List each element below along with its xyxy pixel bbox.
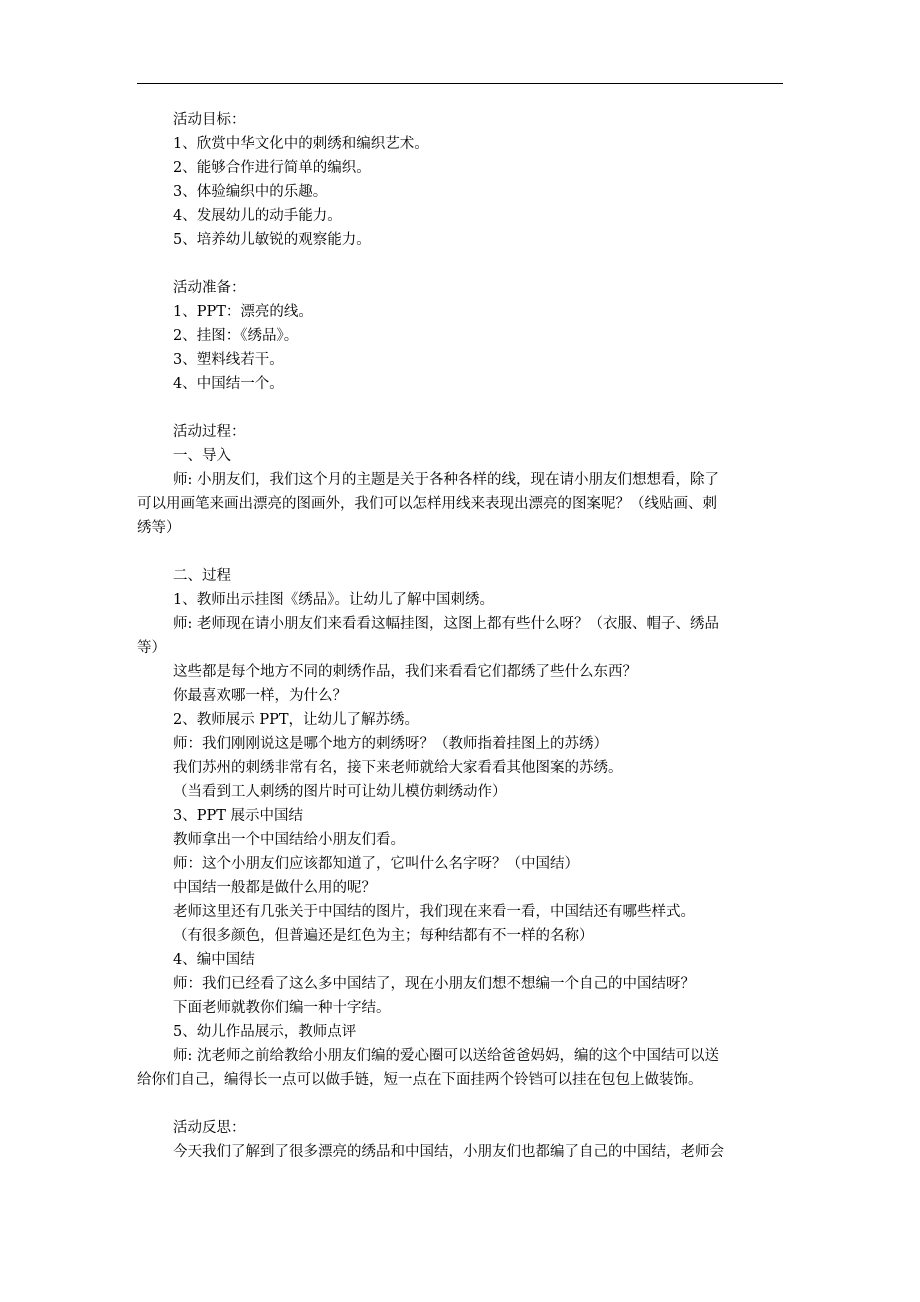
blank-line [137,396,783,420]
text-line: 5、培养幼儿敏锐的观察能力。 [173,232,371,248]
text-line: 2、教师展示 PPT，让幼儿了解苏绣。 [173,712,420,728]
blank-line [137,1092,783,1116]
text-line: 活动反思： [173,1120,246,1136]
text-line: 一、导入 [173,448,231,464]
blank-line [137,252,783,276]
text-line: 3、PPT 展示中国结 [173,808,304,824]
text-line: 师：这个小朋友们应该都知道了，它叫什么名字呀？（中国结） [173,856,579,872]
text-line: 师: 沈老师之前给教给小朋友们编的爱心圈可以送给爸爸妈妈，编的这个中国结可以送 [173,1048,719,1064]
text-line: 5、幼儿作品展示，教师点评 [173,1024,357,1040]
text-line: 1、PPT：漂亮的线。 [173,304,313,320]
text-line: 活动目标： [173,112,246,128]
text-line: 等） [137,640,166,656]
text-line: 3、塑料线若干。 [173,352,284,368]
text-line: 4、中国结一个。 [173,376,284,392]
text-line: 1、教师出示挂图《绣品》。让幼儿了解中国刺绣。 [173,592,494,608]
text-line: 老师这里还有几张关于中国结的图片，我们现在来看一看，中国结还有哪些样式。 [173,904,695,920]
text-line: 师: 小朋友们，我们这个月的主题是关于各种各样的线，现在请小朋友们想想看，除了 [173,472,719,488]
text-line: 这些都是每个地方不同的刺绣作品，我们来看看它们都绣了些什么东西？ [173,664,637,680]
text-line: （有很多颜色，但普遍还是红色为主；每种结都有不一样的名称） [173,928,594,944]
text-line: 下面老师就教你们编一种十字结。 [173,1000,391,1016]
text-line: 4、发展幼儿的动手能力。 [173,208,342,224]
text-line: 1、欣赏中华文化中的刺绣和编织艺术。 [173,136,429,152]
text-line: 绣等） [137,520,181,536]
text-line: 今天我们了解到了很多漂亮的绣品和中国结，小朋友们也都编了自己的中国结，老师会 [173,1144,724,1160]
text-line: 中国结一般都是做什么用的呢？ [173,880,376,896]
text-line: 活动过程： [173,424,246,440]
text-line: 二、过程 [173,568,231,584]
text-line: 给你们自己，编得长一点可以做手链，短一点在下面挂两个铃铛可以挂在包包上做装饰。 [137,1072,703,1088]
text-line: 2、能够合作进行简单的编织。 [173,160,371,176]
document-body [137,108,783,1164]
text-line: 4、编中国结 [173,952,255,968]
text-line: 你最喜欢哪一样，为什么？ [173,688,347,704]
header-rule [137,83,783,84]
text-line: 师：我们已经看了这么多中国结了，现在小朋友们想不想编一个自己的中国结呀？ [173,976,695,992]
text-line: 师: 老师现在请小朋友们来看看这幅挂图，这图上都有些什么呀？（衣服、帽子、绣品 [173,616,719,632]
text-line: 活动准备： [173,280,246,296]
text-line: 教师拿出一个中国结给小朋友们看。 [173,832,405,848]
text-line: （当看到工人刺绣的图片时可让幼儿模仿刺绣动作） [173,784,507,800]
text-line: 可以用画笔来画出漂亮的图画外，我们可以怎样用线来表现出漂亮的图案呢？（线贴画、刺 [137,496,717,512]
text-line: 2、挂图：《绣品》。 [173,328,299,344]
text-line: 3、体验编织中的乐趣。 [173,184,328,200]
text-line: 我们苏州的刺绣非常有名，接下来老师就给大家看看其他图案的苏绣。 [173,760,623,776]
text-line: 师：我们刚刚说这是哪个地方的刺绣呀？（教师指着挂图上的苏绣） [173,736,608,752]
blank-line [137,540,783,564]
